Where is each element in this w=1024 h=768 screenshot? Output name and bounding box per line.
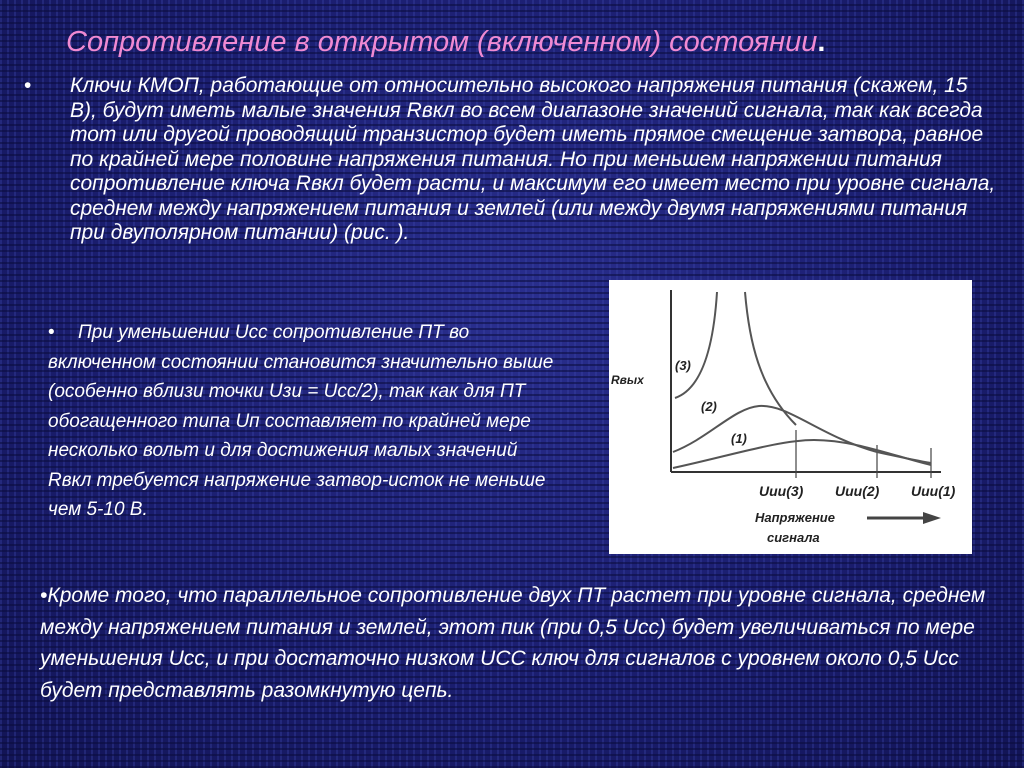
resistance-graph (609, 280, 972, 554)
paragraph-1-text: Ключи КМОП, работающие от относительно высокого напряжения питания (скажем, 15 В), будут иметь малые значения Rвкл во всем диапазоне значений сигнала, так как всегда тот или другой проводящий транзистор будет иметь прямое смещение затвора, равное по крайней мере половине напряжения питания. Но при меньшем напряжении питания сопротивление ключа Rвкл будет расти, и максимум его имеет место при уровне сигнала, среднем между напряжением питания и землей (или между двумя напряжениями питания при двуполярном питании) (рис. ). (70, 74, 996, 244)
slide-title (66, 26, 1006, 59)
y-axis-label: Rвых (611, 373, 644, 387)
curve-3-right (745, 292, 796, 425)
x-axis-label-line2: сигнала (767, 530, 820, 545)
tick-label-3: Uии(3) (759, 483, 804, 499)
bullet-2: • (48, 322, 55, 343)
x-axis-label-line1: Напряжение (755, 510, 835, 525)
paragraph-3 (40, 580, 1005, 706)
title-text: Сопротивление в открытом (включенном) состоянии (66, 26, 818, 58)
graph-svg (609, 280, 972, 554)
tick-label-1: Uии(1) (911, 483, 956, 499)
paragraph-2 (48, 318, 558, 525)
paragraph-3-text: Кроме того, что параллельное сопротивление двух ПТ растет при уровне сигнала, среднем между напряжением питания и землей, этот пик (при 0,5 Ucc) будет увеличиваться по мере уменьшения Ucc, и при достаточно низком UCC ключ для сигналов с уровнем около 0,5 Ucc будет представлять разомкнутую цепь. (40, 584, 986, 702)
curve-3-left (675, 292, 717, 398)
title-dot: . (817, 26, 826, 58)
curve-label-1: (1) (731, 431, 747, 446)
bullet-1: • (24, 74, 32, 97)
tick-label-2: Uии(2) (835, 483, 880, 499)
curve-1 (673, 440, 931, 468)
paragraph-1 (24, 74, 999, 246)
paragraph-2-text: При уменьшении Ucc сопротивление ПТ во включенном состоянии становится значительно выше (особенно вблизи точки Uзи = Ucc/2), так как для ПТ обогащенного типа Uп составляет по крайней мере несколько вольт и для достижения малых значений Rвкл требуется напряжение затвор-исток не меньше чем 5-10 В. (48, 322, 554, 520)
curve-label-3: (3) (675, 358, 691, 373)
bullet-3: • (40, 584, 48, 607)
x-direction-arrow-head (923, 512, 941, 524)
curve-label-2: (2) (701, 399, 717, 414)
